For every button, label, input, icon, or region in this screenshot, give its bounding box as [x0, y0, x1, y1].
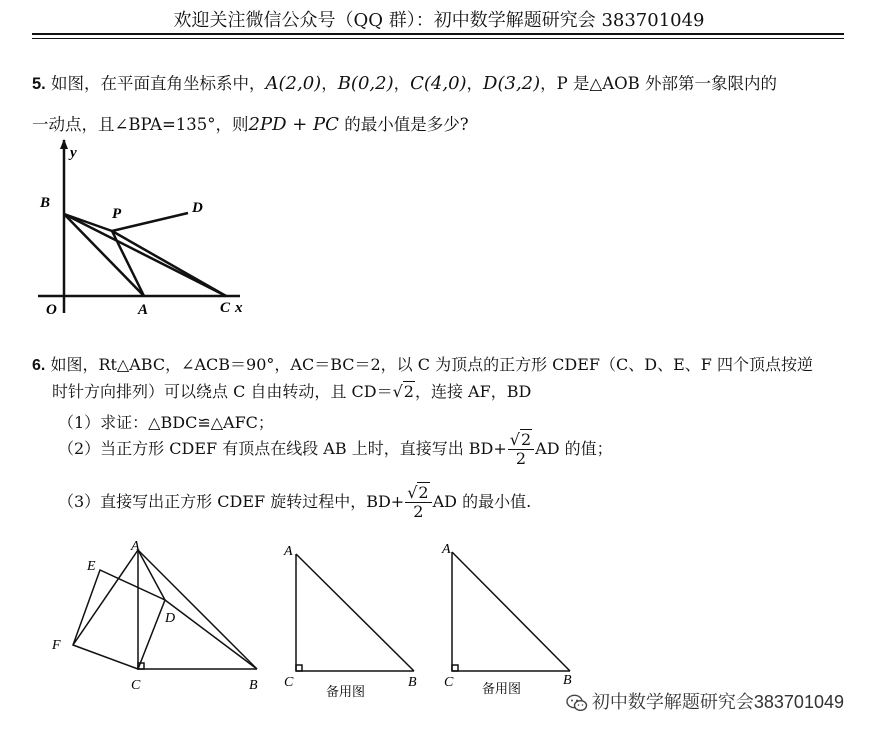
q5-line2: [32, 111, 469, 135]
q5-number: 5.: [32, 75, 46, 93]
q6-line1: [32, 352, 813, 375]
q6-sub1: （1）求证：△BDC≌△AFC；: [58, 413, 274, 432]
label-b: B: [563, 673, 572, 688]
q6-number: 6.: [32, 357, 46, 374]
header-rule: [32, 33, 844, 35]
q5-text-post: ，P 是△AOB 外部第一象限内的: [540, 74, 778, 93]
label-b: B: [249, 678, 258, 693]
label-b: B: [408, 675, 417, 690]
label-c: C: [284, 675, 294, 690]
y-axis-arrow: [60, 139, 68, 149]
sqrt-radicand: 2: [403, 382, 414, 401]
wechat-icon: [566, 694, 588, 712]
q6-spare-figure-2: [438, 538, 588, 703]
label-d: D: [165, 611, 176, 626]
fraction-denominator: 2: [515, 449, 527, 468]
square-cdef: [73, 570, 165, 669]
q6-sub3-pre: （3）直接写出正方形 CDEF 旋转过程中，BD+: [58, 492, 405, 511]
label-d: D: [192, 200, 203, 216]
segment-pd: [112, 213, 188, 231]
segment-ad: [138, 550, 165, 600]
segment-af: [73, 550, 138, 645]
segment-ab: [296, 554, 414, 671]
label-c: C: [131, 678, 141, 693]
label-f: F: [52, 638, 61, 653]
label-x: x: [235, 300, 243, 316]
header-rule-thin: [32, 38, 844, 39]
q6-spare-figure-1: [280, 538, 430, 703]
q6-sub2: [58, 432, 613, 467]
label-a: A: [284, 544, 293, 559]
sqrt-symbol: √2: [392, 382, 414, 401]
q6-sub2-post: AD 的值；: [535, 439, 613, 458]
watermark: [562, 688, 848, 714]
label-a: A: [131, 539, 140, 554]
fraction-sqrt2-over-2: $\frac{√2}{2}$: [508, 432, 534, 467]
q5-text2: 一动点，且∠BPA=135°，则: [32, 115, 249, 134]
label-e: E: [87, 559, 96, 574]
q6-sub2-pre: （2）当正方形 CDEF 有顶点在线段 AB 上时，直接写出 BD+: [58, 439, 507, 458]
q6-main-figure: [45, 538, 275, 698]
q5-line1: [32, 70, 777, 94]
q5-text: 如图，在平面直角坐标系中，: [51, 74, 266, 93]
page-header: 欢迎关注微信公众号（QQ 群）：初中数学解题研究会 383701049: [173, 10, 705, 31]
label-o: O: [46, 302, 57, 318]
fraction-sqrt2-over-2: $\frac{√2}{2}$: [405, 485, 431, 520]
q6-line2: [52, 379, 531, 402]
q6-sub3-post: AD 的最小值.: [432, 492, 532, 511]
q5-sep: ，: [466, 74, 484, 93]
label-a: A: [442, 542, 451, 557]
label-y: y: [70, 145, 77, 161]
q5-expression: 2PD + PC: [248, 114, 339, 135]
label-p: P: [112, 206, 122, 222]
label-a: A: [138, 302, 149, 318]
q6-text1: 如图，Rt△ABC，∠ACB＝90°，AC＝BC＝2，以 C 为顶点的正方形 CDEF（C、D、E、F 四个顶点按逆: [50, 355, 813, 374]
sqrt-radicand: 2: [520, 430, 532, 449]
label-b: B: [40, 195, 51, 211]
caption-spare-figure: 备用图: [326, 684, 366, 699]
q6-text2: 时针方向排列）可以绕点 C 自由转动，且 CD＝: [52, 382, 393, 401]
q6-sub3: [58, 485, 531, 520]
q5-point-a: A(2,0): [265, 73, 322, 94]
label-c: C: [444, 675, 454, 690]
segment-bd: [165, 600, 257, 669]
label-c: C: [220, 300, 231, 316]
caption-spare-figure: 备用图: [482, 681, 522, 696]
segment-ab: [452, 552, 570, 671]
segment-bc: [64, 214, 226, 296]
fraction-denominator: 2: [413, 502, 424, 521]
q6-text2-post: ，连接 AF，BD: [414, 382, 532, 401]
q5-coordinate-figure: [30, 135, 270, 320]
q5-sep: ，: [393, 74, 411, 93]
q5-point-b: B(0,2): [337, 73, 394, 94]
q5-point-c: C(4,0): [410, 73, 467, 94]
right-angle-mark: [452, 665, 458, 671]
q5-point-d: D(3,2): [483, 73, 541, 94]
right-angle-mark: [296, 665, 302, 671]
sqrt-radicand: 2: [418, 483, 429, 502]
q5-text2-post: 的最小值是多少?: [344, 115, 469, 134]
q5-sep: ，: [321, 74, 338, 93]
watermark-text: 初中数学解题研究会383701049: [591, 692, 844, 712]
segment-ab: [138, 550, 257, 669]
